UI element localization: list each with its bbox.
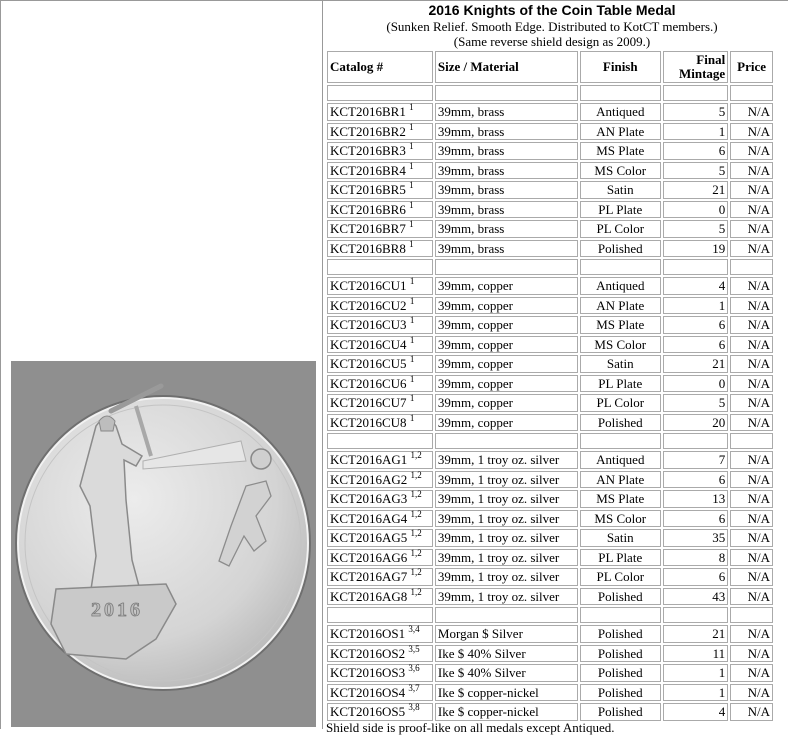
- medal-year: 2016: [91, 599, 143, 621]
- price-cell: N/A: [730, 645, 773, 663]
- price-cell: N/A: [730, 549, 773, 567]
- size-cell: 39mm, 1 troy oz. silver: [435, 568, 578, 586]
- footnote-ref: 1: [409, 180, 414, 191]
- finish-cell: PL Plate: [580, 201, 661, 219]
- mintage-cell: 4: [663, 703, 728, 721]
- spacer-cell: [580, 433, 661, 449]
- catalog-number: KCT2016AG8: [330, 588, 408, 604]
- price-cell: N/A: [730, 201, 773, 219]
- footnote-ref: 1,2: [410, 567, 422, 578]
- catalog-cell: [327, 510, 433, 528]
- mintage-cell: 0: [663, 375, 728, 393]
- footnote-ref: 1,2: [410, 528, 422, 539]
- footnote-ref: 1: [409, 141, 414, 152]
- subtitle-2: (Same reverse shield design as 2009.): [453, 34, 651, 49]
- spacer-cell: [730, 607, 773, 623]
- spacer-row: [327, 433, 773, 449]
- catalog-number: KCT2016AG6: [330, 549, 408, 565]
- size-cell: 39mm, 1 troy oz. silver: [435, 490, 578, 508]
- catalog-cell: [327, 588, 433, 606]
- mintage-cell: 35: [663, 529, 728, 547]
- footnote-ref: 1: [409, 199, 414, 210]
- spacer-cell: [730, 85, 773, 101]
- finish-cell: MS Color: [580, 510, 661, 528]
- table-row: [327, 414, 773, 432]
- catalog-number: KCT2016BR5: [330, 182, 406, 198]
- table-row: [327, 277, 773, 295]
- table-row: [327, 568, 773, 586]
- mintage-cell: 5: [663, 220, 728, 238]
- spacer-row: [327, 259, 773, 275]
- spacer-cell: [663, 259, 728, 275]
- catalog-cell: [327, 240, 433, 258]
- catalog-number: KCT2016CU6: [330, 375, 407, 391]
- spacer-row: [327, 85, 773, 101]
- spacer-cell: [663, 607, 728, 623]
- catalog-number: KCT2016BR7: [330, 221, 406, 237]
- footnote-ref: 3,6: [408, 663, 420, 674]
- col-mintage-line2: Mintage: [678, 66, 726, 81]
- size-cell: 39mm, brass: [435, 220, 578, 238]
- spacer-cell: [663, 85, 728, 101]
- finish-cell: Antiqued: [580, 277, 661, 295]
- mintage-cell: 6: [663, 336, 728, 354]
- size-cell: 39mm, copper: [435, 414, 578, 432]
- catalog-section: [326, 0, 778, 723]
- mintage-cell: 21: [663, 355, 728, 373]
- finish-cell: AN Plate: [580, 471, 661, 489]
- catalog-cell: [327, 316, 433, 334]
- catalog-table: [325, 49, 775, 723]
- catalog-number: KCT2016AG5: [330, 530, 408, 546]
- footnote-ref: 1: [409, 238, 414, 249]
- mintage-cell: 7: [663, 451, 728, 469]
- table-row: [327, 471, 773, 489]
- catalog-number: KCT2016BR2: [330, 123, 406, 139]
- finish-cell: Polished: [580, 625, 661, 643]
- size-cell: 39mm, 1 troy oz. silver: [435, 510, 578, 528]
- finish-cell: Polished: [580, 588, 661, 606]
- mintage-cell: 5: [663, 162, 728, 180]
- column-divider: [322, 0, 323, 729]
- spacer-row: [327, 607, 773, 623]
- footnote-ref: 1: [409, 295, 415, 306]
- mintage-cell: 0: [663, 201, 728, 219]
- footnote-ref: 1,2: [410, 586, 422, 597]
- spacer-cell: [435, 607, 578, 623]
- finish-cell: Polished: [580, 240, 661, 258]
- footnote-ref: 3,7: [408, 682, 420, 693]
- catalog-number: KCT2016CU1: [330, 278, 407, 294]
- mintage-cell: 43: [663, 588, 728, 606]
- footnote-ref: 1: [409, 373, 415, 384]
- finish-cell: AN Plate: [580, 123, 661, 141]
- table-row: [327, 355, 773, 373]
- table-row: [327, 201, 773, 219]
- spacer-cell: [435, 85, 578, 101]
- mintage-cell: 13: [663, 490, 728, 508]
- table-row: [327, 684, 773, 702]
- price-cell: N/A: [730, 277, 773, 295]
- catalog-cell: [327, 471, 433, 489]
- size-cell: Ike $ copper-nickel: [435, 684, 578, 702]
- finish-cell: Antiqued: [580, 103, 661, 121]
- price-cell: N/A: [730, 510, 773, 528]
- table-row: [327, 645, 773, 663]
- mintage-cell: 21: [663, 181, 728, 199]
- price-cell: N/A: [730, 451, 773, 469]
- size-cell: 39mm, brass: [435, 142, 578, 160]
- catalog-number: KCT2016BR3: [330, 143, 406, 159]
- catalog-number: KCT2016OS2: [330, 645, 406, 661]
- price-cell: N/A: [730, 355, 773, 373]
- col-mintage-line1: Final: [696, 52, 726, 67]
- catalog-cell: [327, 142, 433, 160]
- catalog-cell: [327, 664, 433, 682]
- size-cell: 39mm, 1 troy oz. silver: [435, 471, 578, 489]
- catalog-cell: [327, 703, 433, 721]
- footnote-ref: 1: [409, 121, 414, 132]
- table-row: [327, 625, 773, 643]
- mintage-cell: 6: [663, 316, 728, 334]
- page-title: 2016 Knights of the Coin Table Medal: [428, 2, 676, 18]
- footnote-ref: 1: [409, 315, 415, 326]
- finish-cell: PL Plate: [580, 375, 661, 393]
- mintage-cell: 5: [663, 394, 728, 412]
- price-cell: N/A: [730, 568, 773, 586]
- catalog-number: KCT2016OS5: [330, 704, 406, 720]
- catalog-cell: [327, 277, 433, 295]
- price-cell: N/A: [730, 625, 773, 643]
- spacer-cell: [327, 607, 433, 623]
- catalog-cell: [327, 375, 433, 393]
- finish-cell: Satin: [580, 529, 661, 547]
- table-row: [327, 123, 773, 141]
- finish-cell: Antiqued: [580, 451, 661, 469]
- catalog-cell: [327, 625, 433, 643]
- table-row: [327, 316, 773, 334]
- catalog-number: KCT2016OS3: [330, 665, 406, 681]
- spacer-cell: [435, 433, 578, 449]
- catalog-number: KCT2016CU5: [330, 356, 407, 372]
- finish-cell: MS Color: [580, 162, 661, 180]
- size-cell: Morgan $ Silver: [435, 625, 578, 643]
- catalog-number: KCT2016OS1: [330, 626, 406, 642]
- mintage-cell: 1: [663, 684, 728, 702]
- catalog-number: KCT2016AG3: [330, 491, 408, 507]
- finish-cell: Polished: [580, 414, 661, 432]
- mintage-cell: 1: [663, 664, 728, 682]
- footnote-ref: 1,2: [410, 489, 422, 500]
- subtitle-1: (Sunken Relief. Smooth Edge. Distributed to KotCT members.): [386, 19, 718, 34]
- footnote-ref: 1: [409, 412, 415, 423]
- mintage-cell: 8: [663, 549, 728, 567]
- table-row: [327, 336, 773, 354]
- catalog-number: KCT2016AG7: [330, 569, 408, 585]
- catalog-number: KCT2016CU8: [330, 414, 407, 430]
- size-cell: Ike $ 40% Silver: [435, 664, 578, 682]
- price-cell: N/A: [730, 703, 773, 721]
- catalog-cell: [327, 451, 433, 469]
- size-cell: 39mm, copper: [435, 336, 578, 354]
- footnote-ref: 3,8: [408, 702, 420, 713]
- spacer-cell: [580, 259, 661, 275]
- table-row: [327, 510, 773, 528]
- spacer-cell: [435, 259, 578, 275]
- spacer-cell: [730, 433, 773, 449]
- catalog-cell: [327, 394, 433, 412]
- catalog-number: KCT2016CU4: [330, 336, 407, 352]
- table-row: [327, 103, 773, 121]
- catalog-cell: [327, 414, 433, 432]
- finish-cell: MS Plate: [580, 142, 661, 160]
- footnote-ref: 1: [409, 334, 415, 345]
- size-cell: 39mm, copper: [435, 316, 578, 334]
- price-cell: N/A: [730, 664, 773, 682]
- spacer-cell: [327, 259, 433, 275]
- table-row: [327, 297, 773, 315]
- spacer-cell: [327, 85, 433, 101]
- mintage-cell: 1: [663, 297, 728, 315]
- price-cell: N/A: [730, 684, 773, 702]
- medal-image: [11, 361, 316, 727]
- col-price: Price: [730, 51, 773, 83]
- col-finish: Finish: [580, 51, 661, 83]
- price-cell: N/A: [730, 471, 773, 489]
- spacer-cell: [580, 607, 661, 623]
- catalog-cell: [327, 529, 433, 547]
- size-cell: 39mm, brass: [435, 162, 578, 180]
- price-cell: N/A: [730, 220, 773, 238]
- catalog-number: KCT2016CU2: [330, 297, 407, 313]
- footnote-ref: 1: [409, 102, 414, 113]
- footnote-ref: 1,2: [410, 450, 422, 461]
- finish-cell: Polished: [580, 703, 661, 721]
- catalog-cell: [327, 201, 433, 219]
- footnote-ref: 3,5: [408, 643, 420, 654]
- size-cell: 39mm, copper: [435, 277, 578, 295]
- size-cell: 39mm, brass: [435, 181, 578, 199]
- price-cell: N/A: [730, 316, 773, 334]
- finish-cell: Satin: [580, 181, 661, 199]
- mintage-cell: 6: [663, 471, 728, 489]
- spacer-cell: [580, 85, 661, 101]
- table-row: [327, 451, 773, 469]
- footnote-ref: 1: [409, 160, 414, 171]
- catalog-cell: [327, 181, 433, 199]
- mintage-cell: 5: [663, 103, 728, 121]
- size-cell: 39mm, 1 troy oz. silver: [435, 549, 578, 567]
- table-header-row: [327, 51, 773, 83]
- size-cell: 39mm, brass: [435, 103, 578, 121]
- footnote-ref: 1: [409, 393, 415, 404]
- footnote-ref: 1: [409, 276, 415, 287]
- footnote-ref: 3,4: [408, 624, 420, 635]
- price-cell: N/A: [730, 123, 773, 141]
- mintage-cell: 20: [663, 414, 728, 432]
- finish-cell: MS Color: [580, 336, 661, 354]
- col-size: Size / Material: [435, 51, 578, 83]
- price-cell: N/A: [730, 375, 773, 393]
- size-cell: 39mm, brass: [435, 201, 578, 219]
- mintage-cell: 19: [663, 240, 728, 258]
- price-cell: N/A: [730, 142, 773, 160]
- finish-cell: Polished: [580, 684, 661, 702]
- table-row: [327, 529, 773, 547]
- table-row: [327, 703, 773, 721]
- price-cell: N/A: [730, 240, 773, 258]
- table-row: [327, 490, 773, 508]
- finish-cell: AN Plate: [580, 297, 661, 315]
- size-cell: 39mm, copper: [435, 355, 578, 373]
- mintage-cell: 11: [663, 645, 728, 663]
- table-row: [327, 375, 773, 393]
- catalog-cell: [327, 684, 433, 702]
- footnote-ref: 1: [409, 354, 415, 365]
- spacer-cell: [327, 433, 433, 449]
- catalog-number: KCT2016BR4: [330, 162, 406, 178]
- size-cell: 39mm, copper: [435, 394, 578, 412]
- catalog-cell: [327, 162, 433, 180]
- spacer-cell: [663, 433, 728, 449]
- finish-cell: PL Plate: [580, 549, 661, 567]
- size-cell: Ike $ copper-nickel: [435, 703, 578, 721]
- mintage-cell: 21: [663, 625, 728, 643]
- footnote-ref: 1,2: [410, 469, 422, 480]
- col-catalog: Catalog #: [327, 51, 433, 83]
- catalog-cell: [327, 123, 433, 141]
- price-cell: N/A: [730, 162, 773, 180]
- price-cell: N/A: [730, 103, 773, 121]
- table-row: [327, 588, 773, 606]
- size-cell: 39mm, copper: [435, 375, 578, 393]
- catalog-cell: [327, 103, 433, 121]
- size-cell: 39mm, brass: [435, 123, 578, 141]
- catalog-cell: [327, 220, 433, 238]
- catalog-number: KCT2016AG1: [330, 452, 408, 468]
- finish-cell: Polished: [580, 645, 661, 663]
- price-cell: N/A: [730, 529, 773, 547]
- catalog-cell: [327, 336, 433, 354]
- catalog-cell: [327, 645, 433, 663]
- catalog-number: KCT2016BR6: [330, 201, 406, 217]
- size-cell: 39mm, 1 troy oz. silver: [435, 529, 578, 547]
- size-cell: 39mm, 1 troy oz. silver: [435, 588, 578, 606]
- mintage-cell: 6: [663, 142, 728, 160]
- footnote-ref: 1,2: [410, 508, 422, 519]
- footnote-ref: 1: [409, 219, 414, 230]
- mintage-cell: 1: [663, 123, 728, 141]
- price-cell: N/A: [730, 490, 773, 508]
- price-cell: N/A: [730, 414, 773, 432]
- finish-cell: PL Color: [580, 394, 661, 412]
- price-cell: N/A: [730, 297, 773, 315]
- size-cell: 39mm, brass: [435, 240, 578, 258]
- table-row: [327, 220, 773, 238]
- price-cell: N/A: [730, 181, 773, 199]
- table-row: [327, 181, 773, 199]
- catalog-number: KCT2016CU7: [330, 395, 407, 411]
- price-cell: N/A: [730, 588, 773, 606]
- catalog-number: KCT2016OS4: [330, 684, 406, 700]
- finish-cell: MS Plate: [580, 316, 661, 334]
- table-row: [327, 240, 773, 258]
- col-mintage: [663, 51, 728, 83]
- mintage-cell: 6: [663, 568, 728, 586]
- finish-cell: PL Color: [580, 568, 661, 586]
- mintage-cell: 4: [663, 277, 728, 295]
- catalog-cell: [327, 549, 433, 567]
- size-cell: 39mm, copper: [435, 297, 578, 315]
- finish-cell: Satin: [580, 355, 661, 373]
- catalog-number: KCT2016CU3: [330, 317, 407, 333]
- catalog-number: KCT2016BR8: [330, 240, 406, 256]
- table-row: [327, 549, 773, 567]
- footnote-ref: 1,2: [410, 547, 422, 558]
- table-row: [327, 664, 773, 682]
- catalog-cell: [327, 355, 433, 373]
- table-row: [327, 142, 773, 160]
- catalog-cell: [327, 297, 433, 315]
- table-row: [327, 394, 773, 412]
- price-cell: N/A: [730, 336, 773, 354]
- size-cell: Ike $ 40% Silver: [435, 645, 578, 663]
- footnote: Shield side is proof-like on all medals except Antiqued.: [326, 720, 615, 735]
- finish-cell: Polished: [580, 664, 661, 682]
- table-row: [327, 162, 773, 180]
- catalog-cell: [327, 490, 433, 508]
- catalog-number: KCT2016AG4: [330, 510, 408, 526]
- catalog-number: KCT2016AG2: [330, 471, 408, 487]
- size-cell: 39mm, 1 troy oz. silver: [435, 451, 578, 469]
- spacer-cell: [730, 259, 773, 275]
- mintage-cell: 6: [663, 510, 728, 528]
- finish-cell: MS Plate: [580, 490, 661, 508]
- catalog-cell: [327, 568, 433, 586]
- catalog-number: KCT2016BR1: [330, 104, 406, 120]
- finish-cell: PL Color: [580, 220, 661, 238]
- price-cell: N/A: [730, 394, 773, 412]
